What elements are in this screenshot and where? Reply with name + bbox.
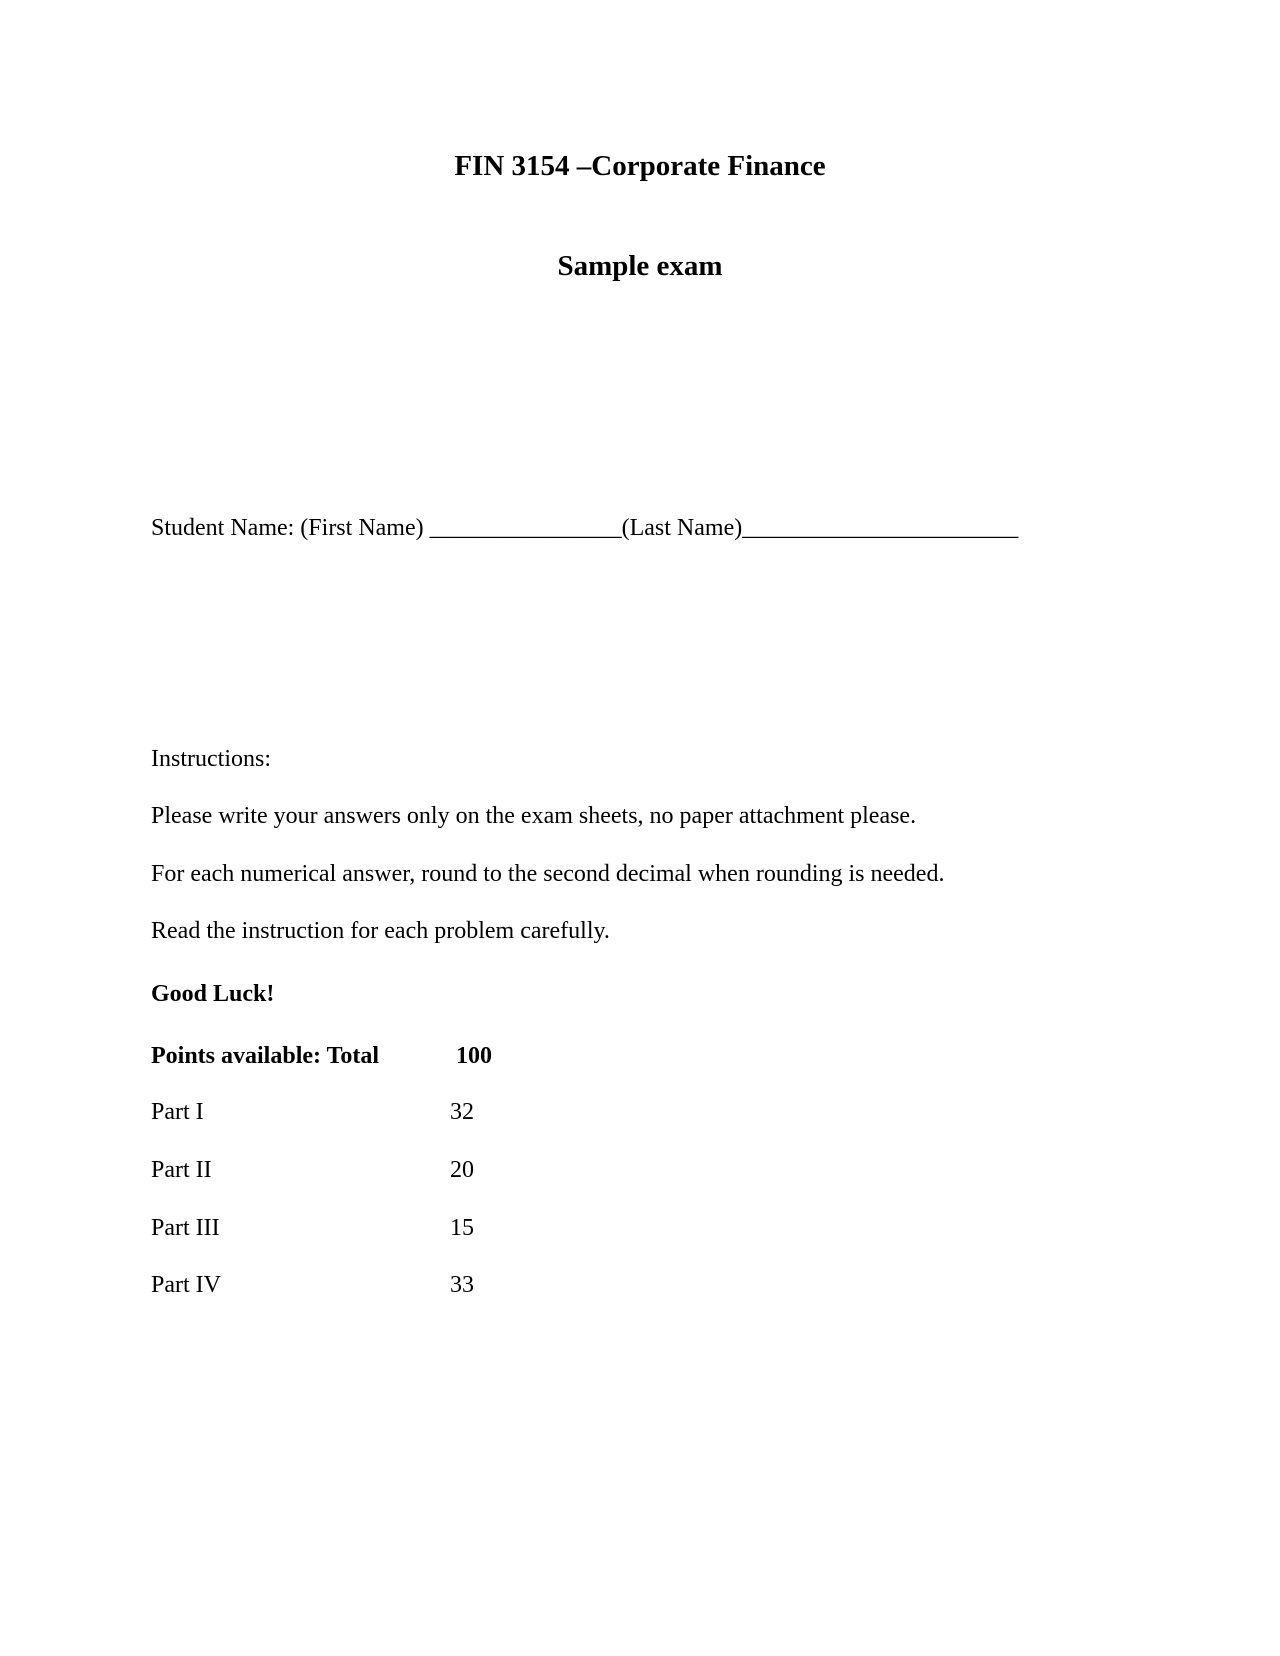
part-label: Part III bbox=[151, 1215, 220, 1241]
part-label: Part IV bbox=[151, 1272, 221, 1298]
exam-subtitle: Sample exam bbox=[557, 250, 723, 282]
instruction-item: For each numerical answer, round to the second decimal when rounding is needed. bbox=[151, 861, 945, 887]
instruction-item: Please write your answers only on the exam sheets, no paper attachment please. bbox=[151, 803, 917, 829]
good-luck-text: Good Luck! bbox=[151, 981, 275, 1007]
instruction-item: Read the instruction for each problem carefully. bbox=[151, 918, 610, 944]
part-points-row bbox=[151, 1157, 751, 1189]
points-total-label: Points available: Total bbox=[151, 1043, 380, 1069]
points-total-row bbox=[151, 1043, 751, 1075]
part-label: Part II bbox=[151, 1157, 212, 1183]
part-points-row bbox=[151, 1099, 751, 1131]
part-points: 20 bbox=[450, 1157, 474, 1183]
student-name-line: Student Name: (First Name) ________________(Last Name)_______________________ bbox=[151, 515, 1019, 541]
part-points: 33 bbox=[450, 1272, 474, 1298]
points-total-value: 100 bbox=[456, 1043, 492, 1069]
course-title: FIN 3154 –Corporate Finance bbox=[454, 150, 826, 182]
part-label: Part I bbox=[151, 1099, 204, 1125]
instructions-heading: Instructions: bbox=[151, 746, 271, 772]
part-points: 32 bbox=[450, 1099, 474, 1125]
part-points-row bbox=[151, 1272, 751, 1304]
part-points-row bbox=[151, 1215, 751, 1247]
part-points: 15 bbox=[450, 1215, 474, 1241]
